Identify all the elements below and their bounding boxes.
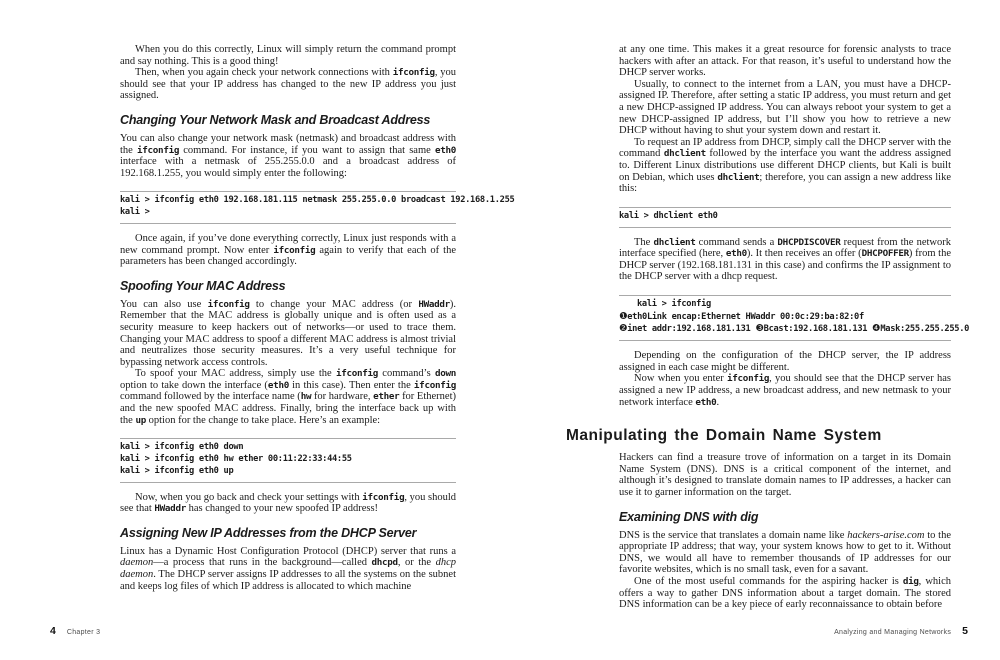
code-line (120, 454, 456, 466)
code-line (120, 442, 456, 454)
inline-code: HWaddr (154, 503, 186, 515)
text-run: eth0Link encap:Ethernet HWaddr 00:0c:29:ba:82:0f (627, 311, 864, 322)
code-line (619, 311, 951, 324)
text-run: request from the network interface specified (here, (619, 236, 951, 260)
text-run: kali > ifconfig eth0 192.168.181.115 netmask 255.255.0.0 broadcast 192.168.1.255 (120, 195, 515, 206)
text-run: kali > ifconfig eth0 hw ether 00:11:22:33:44:55 (120, 454, 352, 465)
inline-code: DHCPDISCOVER (777, 236, 841, 248)
code-listing (619, 295, 970, 341)
text-run: kali > ifconfig eth0 down (120, 442, 244, 453)
body-paragraph (619, 137, 951, 195)
body-paragraph (619, 350, 951, 373)
inline-code: eth0 (267, 379, 289, 391)
text-run: One of the most useful commands for the aspiring hacker is (634, 576, 903, 587)
code-listing (120, 438, 456, 482)
inline-code: ifconfig (335, 368, 379, 380)
text-run: , or the (397, 557, 436, 569)
text-run: ) from the DHCP server (192.168.181.131 in this case) and confirms the IP assignment to the DHCP server with a dhcp request. (619, 248, 951, 283)
text-run: at any one time. This makes it a great resource for forensic analysts to trace hackers with after an attack. For that reason, it’s useful to understand how the DHCP server works. (619, 44, 951, 79)
code-callout-number-icon: ❸ (755, 323, 764, 335)
code-line (120, 195, 515, 207)
text-run: , you should see that your IP address has changed to the new IP address you just assigned. (120, 67, 457, 102)
code-listing (619, 207, 951, 228)
text-run: command. For instance, if you want to assign that same (179, 144, 435, 156)
body-paragraph (619, 452, 951, 498)
text-run: Hackers can find a treasure trove of information on a target in its Domain Name System (DNS). DNS is a critical component of the internet, and although it’s designed to translate domain names to IP addresses, a hacker can use it to garner information on the target. (619, 452, 951, 499)
text-run: for Ethernet) and the new spoofed MAC address. Finally, bring the interface back up with the (120, 391, 456, 426)
code-callout-number-icon: ❶ (619, 310, 628, 322)
inline-code: dhclient (717, 171, 760, 183)
text-run: command’s (378, 368, 435, 380)
code-line (120, 207, 456, 219)
code-line (619, 323, 970, 336)
right-page-footer (834, 625, 968, 637)
text-run: Linux has a Dynamic Host Configuration Protocol (DHCP) server that runs a (120, 545, 456, 557)
inline-code: ifconfig (413, 379, 456, 391)
text-run: Then, when you again check your network connections with (135, 67, 393, 79)
inline-code: up (135, 414, 146, 426)
subsection-heading: Assigning New IP Addresses from the DHCP Server (120, 525, 417, 540)
body-paragraph (619, 576, 951, 611)
subsection-heading: Changing Your Network Mask and Broadcast Address (120, 112, 431, 127)
text-run: Bcast:192.168.181.131 (763, 324, 873, 335)
text-run: to the appropriate IP address; that way, your system knows how to get to it. Without DNS, we would all have to remember thousands of IP addresses for our favorite websites, which is no small task, even for a savant. (619, 529, 951, 576)
right-page-text-column (566, 44, 970, 611)
text-run: ). Remember that the MAC address is globally unique and is often used as a security measure to keep hackers out of networks—or used to trace them. Changing your MAC address to spoof a different MAC address is almost trivial and neutralizes those security measures. It’s a very useful technique for bypassing network access controls. (120, 298, 456, 368)
text-run: for hardware, (311, 391, 374, 403)
text-run: Once again, if you’ve done everything correctly, Linux just responds with a new command prompt. Now enter (120, 232, 456, 256)
inline-code: ifconfig (137, 144, 180, 156)
inline-code: dig (902, 576, 919, 587)
text-run: ). It then receives an offer ( (746, 248, 862, 260)
inline-code: ifconfig (273, 244, 316, 256)
body-paragraph (619, 79, 951, 137)
inline-code: ifconfig (207, 298, 250, 310)
text-run: Depending on the configuration of the DHCP server, the IP address assigned in each case might be different. (619, 350, 951, 373)
right-page-number: 5 (962, 625, 968, 637)
text-run: kali > ifconfig eth0 up (120, 465, 234, 476)
inline-code: ifconfig (727, 373, 770, 385)
inline-code: ifconfig (362, 491, 405, 503)
left-page-number: 4 (50, 625, 56, 637)
text-run: Usually, to connect to the internet from a LAN, you must have a DHCP-assigned IP. Therefore, after setting a static IP address, you must return and get a new DHCP-assigned IP address. You can always reboot your system to get a new DHCP-assigned IP address, but I’ll show you how to retrieve a new DHCP without having to shut your system down and restart it. (619, 78, 951, 137)
text-run: You can also use (120, 298, 208, 310)
left-running-footer-title: Chapter 3 (66, 629, 101, 636)
text-run: The (634, 236, 654, 248)
inline-code: DHCPOFFER (861, 248, 909, 260)
inline-code: dhcpd (371, 557, 398, 569)
inline-code: dhclient (663, 148, 706, 160)
body-paragraph (120, 67, 456, 102)
text-run: ; therefore, you can assign a new address like this: (619, 171, 951, 195)
body-paragraph (120, 546, 456, 592)
italic-text: hackers-arise.com (847, 529, 925, 541)
body-paragraph (619, 373, 951, 408)
body-paragraph (619, 44, 951, 79)
inline-code: ifconfig (392, 67, 435, 79)
inline-code: HWaddr (418, 298, 450, 310)
inline-code: eth0 (725, 248, 747, 260)
text-run: again to verify that each of the parameters has been changed accordingly. (120, 244, 456, 268)
body-paragraph (120, 368, 456, 426)
text-run: —a process that runs in the background—called (153, 557, 372, 569)
text-run: kali > ifconfig (637, 298, 711, 309)
text-run: command sends a (695, 236, 778, 248)
text-run: To request an IP address from DHCP, simply call the DHCP server with the command (619, 136, 951, 160)
section-heading: Manipulating the Domain Name System (566, 427, 882, 445)
left-page-text-column (120, 44, 515, 592)
left-page-footer (50, 625, 100, 637)
text-run: Now when you enter (634, 373, 728, 385)
text-run: When you do this correctly, Linux will simply return the command prompt and say nothing. This is a good thing! (120, 44, 456, 67)
inline-code: dhclient (653, 236, 696, 248)
text-run: option to take down the interface ( (120, 379, 268, 391)
text-run: , you should see that the DHCP server has assigned a new IP address, a new broadcast address, and new netmask to your network interface (619, 373, 951, 408)
code-callout-number-icon: ❷ (619, 323, 628, 335)
inline-code: ether (373, 391, 400, 403)
text-run: followed by the interface you want the address assigned to. Different Linux distributions use different DHCP clients, but Kali is built on Debian, which uses (619, 148, 951, 183)
text-run: kali > (120, 207, 150, 218)
text-run: , you should see that (120, 491, 456, 515)
text-run: interface with a netmask of 255.255.0.0 and a broadcast address of 192.168.1.255, you would simply enter the following: (120, 156, 456, 179)
body-paragraph (120, 44, 456, 67)
code-line (619, 299, 951, 311)
code-line (120, 466, 456, 478)
text-run: DNS is the service that translates a domain name like (619, 529, 848, 541)
text-run: to change your MAC address (or (249, 298, 419, 310)
text-run: in this case). Then enter the (288, 379, 414, 391)
italic-text: dhcp daemon (120, 557, 456, 581)
text-run: kali > dhclient eth0 (619, 210, 718, 221)
body-paragraph (120, 233, 456, 268)
body-paragraph (619, 237, 951, 283)
code-callout-number-icon: ❹ (872, 323, 881, 335)
inline-code: eth0 (695, 396, 717, 408)
text-run: has changed to your new spoofed IP address! (185, 503, 379, 515)
text-run: . The DHCP server assigns IP addresses to all the systems on the subnet and keeps log files of which IP address is allocated to which machine (120, 569, 456, 592)
right-running-footer-title: Analyzing and Managing Networks (834, 629, 952, 636)
text-run: Mask:255.255.255.0 (880, 324, 970, 335)
inline-code: eth0 (434, 144, 456, 156)
text-run: option for the change to take place. Here’s an example: (145, 414, 381, 426)
inline-code: down (434, 368, 456, 380)
text-run: Now, when you go back and check your settings with (135, 491, 363, 503)
body-paragraph (120, 299, 456, 369)
code-listing (120, 191, 515, 224)
text-run: . (716, 396, 720, 408)
body-paragraph (120, 492, 456, 515)
inline-code: hw (300, 391, 312, 403)
body-paragraph (619, 530, 951, 576)
text-run: command followed by the interface name ( (120, 391, 301, 403)
subsection-heading: Examining DNS with dig (619, 509, 759, 524)
text-run: , which offers a way to gather DNS information about a target domain. The stored DNS information can be a key piece of early reconnaissance to obtain before (619, 576, 951, 611)
body-paragraph (120, 133, 456, 179)
code-line (619, 211, 951, 223)
text-run: To spoof your MAC address, simply use the (135, 368, 336, 380)
italic-text: daemon (120, 557, 154, 569)
text-run: inet addr:192.168.181.131 (627, 324, 756, 335)
text-run: You can also change your network mask (netmask) and broadcast address with the (120, 132, 456, 156)
subsection-heading: Spoofing Your MAC Address (120, 278, 286, 293)
